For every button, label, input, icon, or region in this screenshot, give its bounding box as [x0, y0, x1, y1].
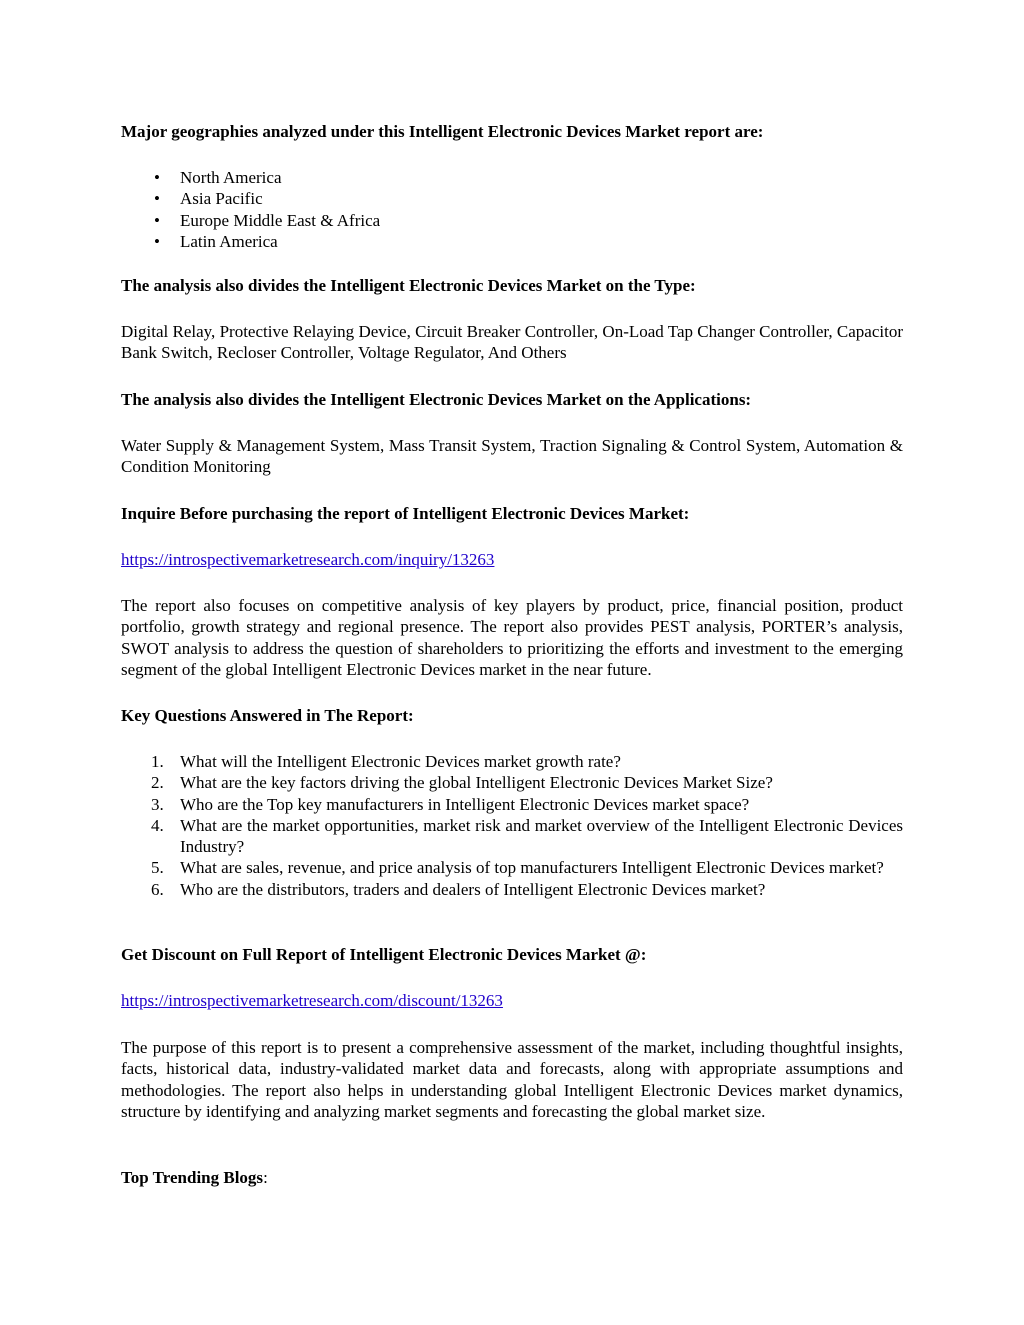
question-text: What are the market opportunities, market risk and market overview of the Intelligent Electronic Devices Industry? [180, 815, 903, 857]
inquire-heading: Inquire Before purchasing the report of Intelligent Electronic Devices Market: [121, 504, 690, 523]
type-paragraph: Digital Relay, Protective Relaying Device, Circuit Breaker Controller, On-Load Tap Changer Controller, Capacitor Bank Switch, Recloser Controller, Voltage Regulator, And Others [121, 322, 903, 363]
list-item: • Asia Pacific [121, 188, 903, 209]
blogs-heading: Top Trending Blogs [121, 1168, 264, 1187]
discount-link-line [121, 990, 903, 1011]
geographies-heading: Major geographies analyzed under this Intelligent Electronic Devices Market report are: [121, 122, 764, 141]
question-text: Who are the distributors, traders and dealers of Intelligent Electronic Devices market? [180, 879, 766, 899]
questions-list [121, 751, 903, 900]
list-item: • Latin America [121, 231, 903, 252]
blogs-colon: : [263, 1168, 268, 1187]
list-item: • Europe Middle East & Africa [121, 210, 903, 231]
discount-heading: Get Discount on Full Report of Intelligent Electronic Devices Market @: [121, 945, 647, 964]
list-item [121, 857, 903, 878]
list-item [121, 879, 903, 900]
question-number: 4. [151, 815, 164, 835]
inquiry-link-line [121, 549, 903, 570]
discount-link[interactable]: https://introspectivemarketresearch.com/discount/13263 [121, 991, 503, 1010]
purpose-paragraph: The purpose of this report is to present a comprehensive assessment of the market, including thoughtful insights, facts, historical data, industry-validated market data and forecasts, along with appropriate assumptions and methodologies. The report also helps in understanding global Intelligent Electronic Devices market dynamics, structure by identifying and analyzing market segments and forecasting the global market size. [121, 1038, 903, 1121]
competitive-paragraph: The report also focuses on competitive analysis of key players by product, price, financial position, product portfolio, growth strategy and regional presence. The report also provides PEST analysis, PORTER’s analysis, SWOT analysis to address the question of shareholders to prioritizing the efforts and investment to the emerging segment of the global Intelligent Electronic Devices market in the near future. [121, 596, 903, 679]
inquiry-link[interactable]: https://introspectivemarketresearch.com/inquiry/13263 [121, 550, 495, 569]
list-item [121, 772, 903, 793]
question-text: Who are the Top key manufacturers in Intelligent Electronic Devices market space? [180, 794, 750, 814]
type-heading: The analysis also divides the Intelligent Electronic Devices Market on the Type: [121, 276, 696, 295]
geographies-list [121, 167, 903, 252]
question-number: 6. [151, 879, 164, 899]
question-number: 5. [151, 858, 164, 878]
blogs-heading-line [121, 1167, 903, 1188]
question-number: 2. [151, 773, 164, 793]
question-text: What will the Intelligent Electronic Devices market growth rate? [180, 752, 621, 771]
applications-heading: The analysis also divides the Intelligent Electronic Devices Market on the Applications: [121, 390, 752, 409]
list-item: • North America [121, 167, 903, 188]
applications-paragraph: Water Supply & Management System, Mass Transit System, Traction Signaling & Control System, Automation & Condition Monitoring [121, 436, 903, 477]
question-number: 3. [151, 794, 164, 814]
question-number: 1. [151, 752, 164, 771]
question-text: What are the key factors driving the global Intelligent Electronic Devices Market Size? [180, 773, 773, 793]
list-item [121, 815, 903, 858]
question-text: What are sales, revenue, and price analysis of top manufacturers Intelligent Electronic Devices market? [180, 858, 884, 878]
questions-heading: Key Questions Answered in The Report: [121, 706, 414, 725]
list-item [121, 751, 903, 772]
list-item [121, 794, 903, 815]
